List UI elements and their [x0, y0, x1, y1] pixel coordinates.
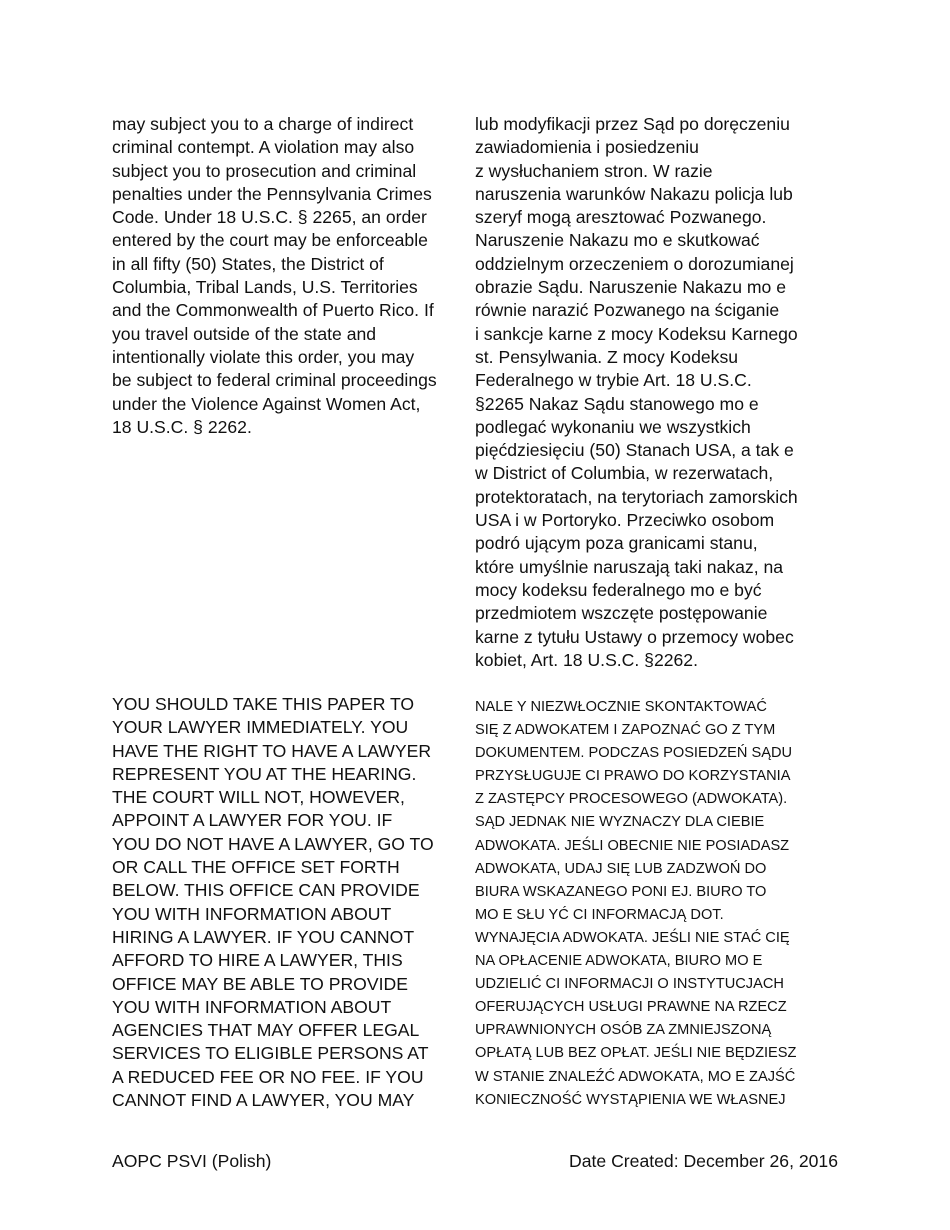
polish-paragraph-contempt-warning: lub modyfikacji przez Sąd po doręczeniu zawiadomienia i posiedzeniu z wysłuchaniem stron. W razie naruszenia warunków Nakazu policja lub szeryf mogą aresztować Pozwanego. Naruszenie Nakazu mo e skutkować oddzielnym orzeczeniem o dorozumianej obrazie Sądu. Naruszenie Nakazu mo e równie narazić Pozwanego na ściganie i sankcje karne z mocy Kodeksu Karnego st. Pensylwania. Z mocy Kodeksu Federalnego w trybie Art. 18 U.S.C. §2265 Nakaz Sądu stanowego mo e podlegać wykonaniu we wszystkich pięćdziesięciu (50) Stanach USA, a tak e w District of Columbia, w rezerwatach, protektoratach, na terytoriach zamorskich USA i w Portoryko. Przeciwko osobom podró ującym poza granicami stanu, które umyślnie naruszają taki nakaz, na mocy kodeksu federalnego mo e być przedmiotem wszczęte postępowanie karne z tytułu Ustawy o przemocy wobec kobiet, Art. 18 U.S.C. §2262.	[475, 114, 798, 670]
polish-paragraph-lawyer-notice: NALE Y NIEZWŁOCZNIE SKONTAKTOWAĆ SIĘ Z ADWOKATEM I ZAPOZNAĆ GO Z TYM DOKUMENTEM. PODCZAS POSIEDZEŃ SĄDU PRZYSŁUGUJE CI PRAWO DO KORZYSTANIA Z ZASTĘPCY PROCESOWEGO (ADWOKATA). SĄD JEDNAK NIE WYZNACZY DLA CIEBIE ADWOKATA. JEŚLI OBECNIE NIE POSIADASZ ADWOKATA, UDAJ SIĘ LUB ZADZWOŃ DO BIURA WSKAZANEGO PONI EJ. BIURO TO MO E SŁU YĆ CI INFORMACJĄ DOT. WYNAJĘCIA ADWOKATA. JEŚLI NIE STAĆ CIĘ NA OPŁACENIE ADWOKATA, BIURO MO E UDZIELIĆ CI INFORMACJI O INSTYTUCJACH OFERUJĄCYCH USŁUGI PRAWNE NA RZECZ UPRAWNIONYCH OSÓB ZA ZMNIEJSZONĄ OPŁATĄ LUB BEZ OPŁAT. JEŚLI NIE BĘDZIESZ W STANIE ZNALEŹĆ ADWOKATA, MO E ZAJŚĆ KONIECZNOŚĆ WYSTĄPIENIA WE WŁASNEJ	[475, 699, 797, 1108]
footer-date-created: Date Created: December 26, 2016	[569, 1151, 838, 1171]
english-paragraph-lawyer-notice: YOU SHOULD TAKE THIS PAPER TO YOUR LAWYER IMMEDIATELY. YOU HAVE THE RIGHT TO HAVE A LAWYER REPRESENT YOU AT THE HEARING. THE COURT WILL NOT, HOWEVER, APPOINT A LAWYER FOR YOU. IF YOU DO NOT HAVE A LAWYER, GO TO OR CALL THE OFFICE SET FORTH BELOW. THIS OFFICE CAN PROVIDE YOU WITH INFORMATION ABOUT HIRING A LAWYER. IF YOU CANNOT AFFORD TO HIRE A LAWYER, THIS OFFICE MAY BE ABLE TO PROVIDE YOU WITH INFORMATION ABOUT AGENCIES THAT MAY OFFER LEGAL SERVICES TO ELIGIBLE PERSONS AT A REDUCED FEE OR NO FEE. IF YOU CANNOT FIND A LAWYER, YOU MAY	[112, 694, 434, 1111]
english-paragraph-contempt-warning: may subject you to a charge of indirect criminal contempt. A violation may also subject you to prosecution and criminal penalties under the Pennsylvania Crimes Code. Under 18 U.S.C. § 2265, an order entered by the court may be enforceable in all fifty (50) States, the District of Columbia, Tribal Lands, U.S. Territories and the Commonwealth of Puerto Rico. If you travel outside of the state and intentionally violate this order, you may be subject to federal criminal proceedings under the Violence Against Women Act, 18 U.S.C. § 2262.	[112, 114, 437, 437]
footer-form-id: AOPC PSVI (Polish)	[112, 1151, 272, 1171]
